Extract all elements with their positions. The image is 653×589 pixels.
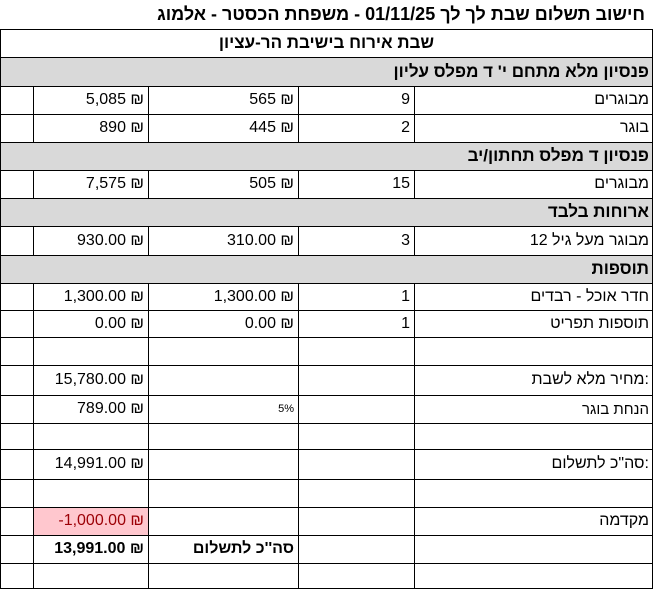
full-price-value: 15,780.00 ₪ — [54, 371, 144, 388]
section-meals-only: ארוחות בלבד — [0, 198, 653, 226]
row-total: 1,300.00 ₪ — [63, 287, 144, 305]
section-row — [0, 255, 653, 283]
full-price-label: מחיר מלא לשבת: — [531, 371, 649, 388]
row-label: בוגר — [619, 119, 649, 136]
table-row — [0, 86, 653, 114]
table-row — [0, 114, 653, 142]
row-price: 505 ₪ — [249, 175, 294, 192]
discount-row — [0, 395, 653, 423]
subtitle-row — [0, 29, 653, 57]
row-qty: 2 — [401, 119, 410, 136]
row-label: מבוגרים — [594, 175, 649, 192]
table-row — [0, 170, 653, 198]
discount-value: 789.00 ₪ — [77, 400, 144, 417]
row-price: 565 ₪ — [249, 91, 294, 108]
sheet-title: חישוב תשלום שבת לך לך 01/11/25 - משפחת הכסטר - אלמוג — [157, 4, 645, 24]
row-total: 890 ₪ — [99, 119, 144, 136]
title-row — [0, 0, 653, 29]
advance-row — [0, 507, 653, 535]
row-price: 0.00 ₪ — [244, 314, 294, 332]
section-board-lower: פנסיון ד מפלס תחתון/יב — [0, 142, 653, 170]
full-price-row — [0, 365, 653, 395]
section-row — [0, 198, 653, 226]
final-row — [0, 535, 653, 563]
table-row — [0, 226, 653, 255]
table-row — [0, 283, 653, 310]
row-label: תוספות תפריט — [550, 314, 649, 332]
final-value: 13,991.00 ₪ — [54, 540, 144, 557]
row-total: 0.00 ₪ — [94, 314, 144, 332]
row-label: מבוגרים — [594, 91, 649, 108]
advance-value: -1,000.00 ₪ — [33, 507, 148, 535]
section-extras: תוספות — [0, 255, 653, 283]
sheet-subtitle: שבת אירוח בישיבת הר-עציון — [218, 33, 435, 52]
row-label: מבוגר מעל גיל 12 — [529, 231, 649, 249]
subtotal-label: סה"כ לתשלום: — [551, 455, 649, 472]
final-label: סה''כ לתשלום — [192, 540, 294, 557]
discount-percent: 5% — [278, 403, 294, 415]
row-qty: 15 — [392, 175, 410, 192]
discount-label: הנחת בוגר — [582, 400, 649, 418]
section-row — [0, 142, 653, 170]
section-full-board: פנסיון מלא מתחם י' ד מפלס עליון — [0, 57, 653, 86]
advance-label: מקדמה — [599, 512, 649, 529]
subtotal-row — [0, 449, 653, 479]
subtotal-value: 14,991.00 ₪ — [54, 455, 144, 472]
row-qty: 3 — [401, 231, 410, 249]
section-row — [0, 57, 653, 86]
row-price: 1,300.00 ₪ — [213, 287, 294, 305]
row-total: 930.00 ₪ — [77, 231, 144, 249]
table-row — [0, 310, 653, 337]
row-price: 445 ₪ — [249, 119, 294, 136]
row-qty: 9 — [401, 91, 410, 108]
row-qty: 1 — [401, 314, 410, 332]
row-qty: 1 — [401, 287, 410, 305]
row-total: 5,085 ₪ — [85, 91, 144, 108]
row-label: חדר אוכל - רבדים — [530, 287, 649, 305]
row-total: 7,575 ₪ — [85, 175, 144, 192]
row-price: 310.00 ₪ — [227, 231, 294, 249]
